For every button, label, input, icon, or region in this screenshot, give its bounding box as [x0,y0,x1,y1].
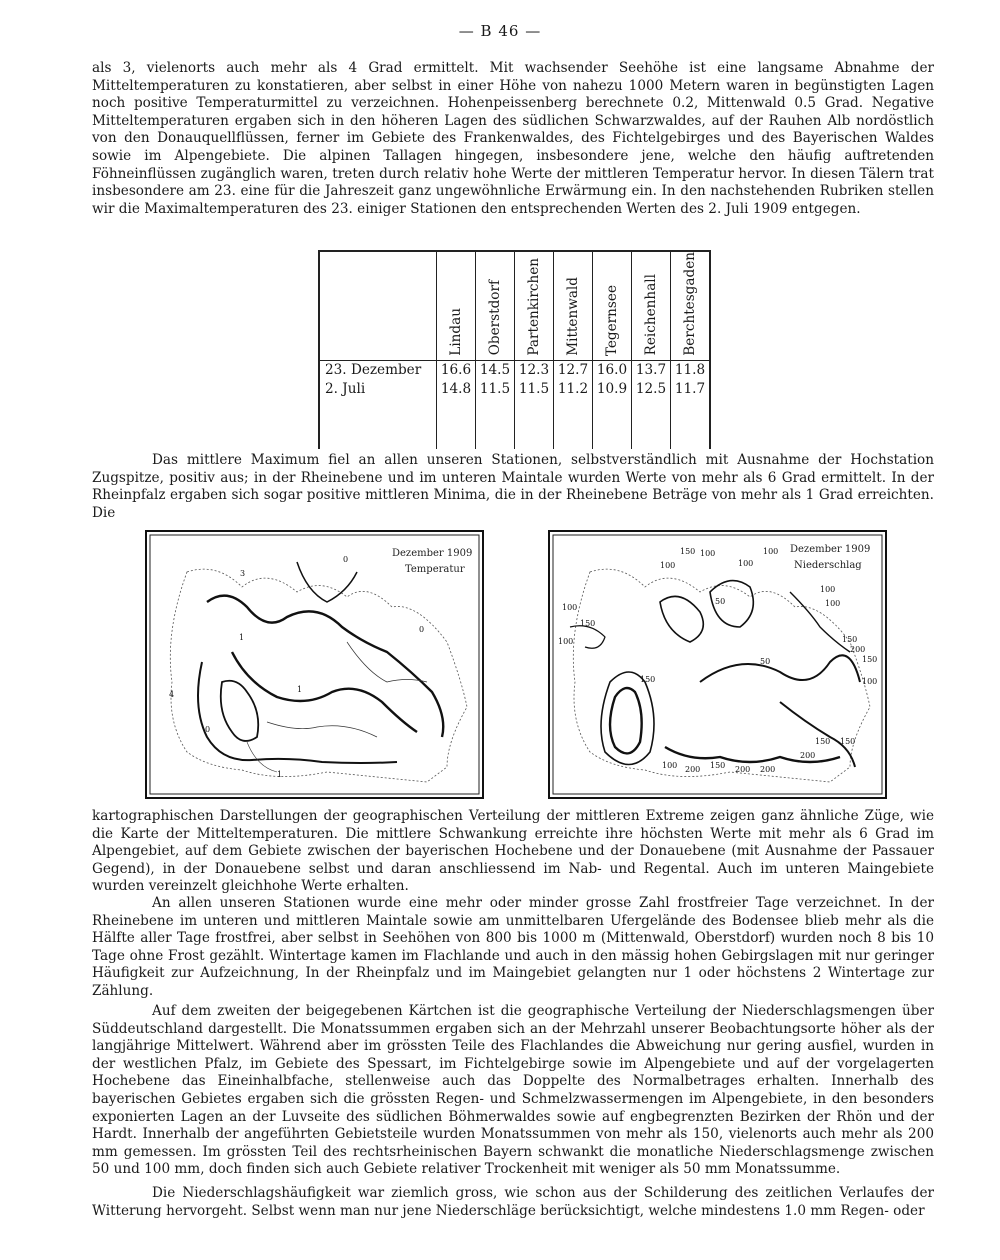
isohyet-label: 200 [735,765,751,774]
station-header: Oberstdorf [487,280,503,356]
isohyet-label: 150 [680,547,696,556]
station-header: Tegernsee [604,284,620,356]
station-header: Berchtesgaden [682,252,698,356]
station-header: Mittenwald [565,276,581,356]
temperature-map-drawing [147,532,482,797]
temperature-map-title: Dezember 1909 [392,548,473,559]
isohyet-label: 50 [715,597,726,606]
isohyet-label: 200 [760,765,776,774]
table-cell: 11.5 [515,380,554,399]
isohyet-label: 150 [815,737,831,746]
paragraph-temperature-intro: als 3, vielenorts auch mehr als 4 Grad ermittelt. Mit wachsender Seehöhe ist eine langsame Abnahme der Mitteltemperaturen zu konstatieren, aber selbst in einer Höhe von nahezu 1000 Metern waren in begünstigten Lagen noch positive Temperaturmittel zu verzeichnen. Hohenpeissenberg berechnete 0.2, Mittenwald 0.5 Grad. Negative Mitteltemperaturen ergaben sich in den höheren Lagen des südlichen Schwarzwaldes, auf der Rauhen Alb nordöstlich von den Donauquellflüssen, ferner im Gebiete des Frankenwaldes, des Fichtelgebirges und des Bayerischen Waldes sowie im Alpengebiete. Die alpinen Tallagen hingegen, insbesondere jene, welche den häufig auftretenden Föhneinflüssen zugänglich waren, treten durch relativ hohe Werte der mittleren Temperatur hervor. In diesen Tälern trat insbesondere am 23. eine für die Jahreszeit ganz ungewöhnliche Erwärmung ein. In den nachstehenden Rubriken stellen wir die Maximaltemperaturen des 23. einiger Stationen den entsprechenden Werten des 2. Juli 1909 entgegen. [92,60,934,217]
isotherm-label: 1 [297,685,303,694]
table-cell: 16.6 [437,360,476,380]
isohyet-label: 100 [825,599,841,608]
paragraph-frost-days: An allen unseren Stationen wurde eine mehr oder minder grosse Zahl frostfreier Tage verzeichnet. In der Rheinebene im unteren und mittleren Maintale sowie am unmittelbaren Ufergelände des Bodensee blieb mehr als die Hälfte aller Tage frostfrei, aber selbst in Seehöhen von 800 bis 1000 m (Mittenwald, Oberstdorf) wurden noch 8 bis 10 Tage ohne Frost gezählt. Wintertage kamen im Flachlande und auch in den mässig hohen Gebirgslagen mit nur geringer Häufigkeit zur Aufzeichnung, In der Rheinpfalz und im Maingebiet gelangten nur 1 oder höchstens 2 Wintertage zur Zählung. [92,895,934,999]
page-header: — B 46 — [458,22,542,40]
paragraph-mean-maximum: Das mittlere Maximum fiel an allen unseren Stationen, selbstverständlich mit Ausnahme der Hochstation Zugspitze, positiv aus; in der Rheinebene und im unteren Maintale wurden Werte von mehr als 6 Grad ermittelt. In der Rheinpfalz ergaben sich sogar positive mittleren Minima, die in der Rheinebene Beträge von mehr als 1 Grad erreichten. Die [92,452,934,521]
precipitation-map-title: Dezember 1909 [790,544,871,555]
table-cell: 16.0 [593,360,632,380]
isohyet-label: 100 [700,549,716,558]
precipitation-map [548,530,887,799]
table-row [319,360,710,380]
precipitation-map-subtitle: Niederschlag [794,560,862,571]
table-cell: 10.9 [593,380,632,399]
isotherm-label: 0 [343,555,349,564]
isohyet-label: 150 [640,675,656,684]
station-header: Partenkirchen [526,258,542,356]
paragraph-extremes-maps: kartographischen Darstellungen der geographischen Verteilung der mittleren Extreme zeigen ganz ähnliche Züge, wie die Karte der Mitteltemperaturen. Die mittlere Schwankung erreichte ihre höchsten Werte mit mehr als 6 Grad im Alpengebiet, auf dem Gebiete zwischen der bayerischen Hochebene und der Donauebene (mit Ausnahme der Passauer Gegend), in der Donauebene selbst und daran anschliessend im Nab- und Regental. Auch im unteren Maingebiete wurden vereinzelt gleichhohe Werte erhalten. [92,808,934,895]
table-cell: 12.7 [554,360,593,380]
row-label: 2. Juli [325,381,366,398]
table-cell: 12.5 [632,380,671,399]
table-cell: 11.5 [476,380,515,399]
precipitation-map-drawing [550,532,885,797]
isotherm-label: 3 [240,569,246,578]
table-cell: 14.8 [437,380,476,399]
isohyet-label: 200 [800,751,816,760]
temperature-map-subtitle: Temperatur [405,564,465,575]
isotherm-label: 1 [277,770,283,779]
station-header: Reichenhall [643,274,659,356]
table-spacer-row [319,399,710,449]
isohyet-label: 100 [820,585,836,594]
table-corner [319,251,437,360]
isohyet-label: 100 [763,547,779,556]
table-cell: 11.8 [671,360,711,380]
temperature-map [145,530,484,799]
isotherm-label: 0 [205,725,211,734]
isohyet-label: 150 [580,619,596,628]
isohyet-label: 150 [710,761,726,770]
isohyet-label: 50 [760,657,771,666]
isotherm-label: 0 [419,625,425,634]
isotherm-label: 4 [169,690,175,699]
isotherm-label: 1 [239,633,245,642]
max-temperature-table [318,250,711,449]
isohyet-label: 150 [862,655,878,664]
isohyet-label: 100 [738,559,754,568]
table-cell: 12.3 [515,360,554,380]
isohyet-label: 200 [850,645,866,654]
isohyet-label: 100 [562,603,578,612]
station-header: Lindau [448,308,464,356]
isohyet-label: 200 [685,765,701,774]
isohyet-label: 150 [842,635,858,644]
isohyet-label: 100 [862,677,878,686]
table-cell: 11.2 [554,380,593,399]
isohyet-label: 100 [662,761,678,770]
paragraph-precipitation: Auf dem zweiten der beigegebenen Kärtchen ist die geographische Verteilung der Niederschlagsmengen über Süddeutschland dargestellt. Die Monatssummen ergaben sich an der Mehrzahl unserer Beobachtungsorte höher als der langjährige Mittelwert. Während aber im grössten Teile des Flachlandes die Abweichung nur gering ausfiel, wurden in der westlichen Pfalz, im Gebiete des Spessart, im Fichtelgebirge sowie im Alpengebiete und auf der vorgelagerten Hochebene das Eineinhalbfache, stellenweise auch das Doppelte des Normalbetrages erhalten. Innerhalb des bayerischen Gebietes ergaben sich die grössten Regen- und Schmelzwassermengen im Alpengebiete, in den besonders exponierten Lagen an der Luvseite des südlichen Böhmerwaldes sowie auf engbegrenzten Bezirken der Rhön und der Hardt. Innerhalb der angeführten Gebietsteile wurden Monatssummen von mehr als 150, vielenorts auch mehr als 200 mm gemessen. Im grössten Teil des rechtsrheinischen Bayern schwankt die monatliche Niederschlagsmenge zwischen 50 und 100 mm, doch finden sich auch Gebiete relativer Trockenheit mit weniger als 50 mm Monatssumme. [92,1003,934,1178]
isohyet-label: 100 [558,637,574,646]
isohyet-label: 150 [840,737,856,746]
table-cell: 14.5 [476,360,515,380]
table-row [319,380,710,399]
isohyet-label: 100 [660,561,676,570]
row-label: 23. Dezember [325,362,422,379]
table-cell: 13.7 [632,360,671,380]
paragraph-precipitation-frequency: Die Niederschlagshäufigkeit war ziemlich gross, wie schon aus der Schilderung des zeitlichen Verlaufes der Witterung hervorgeht. Selbst wenn man nur jene Niederschläge berücksichtigt, welche mindestens 1.0 mm Regen- oder [92,1185,934,1219]
table-cell: 11.7 [671,380,711,399]
